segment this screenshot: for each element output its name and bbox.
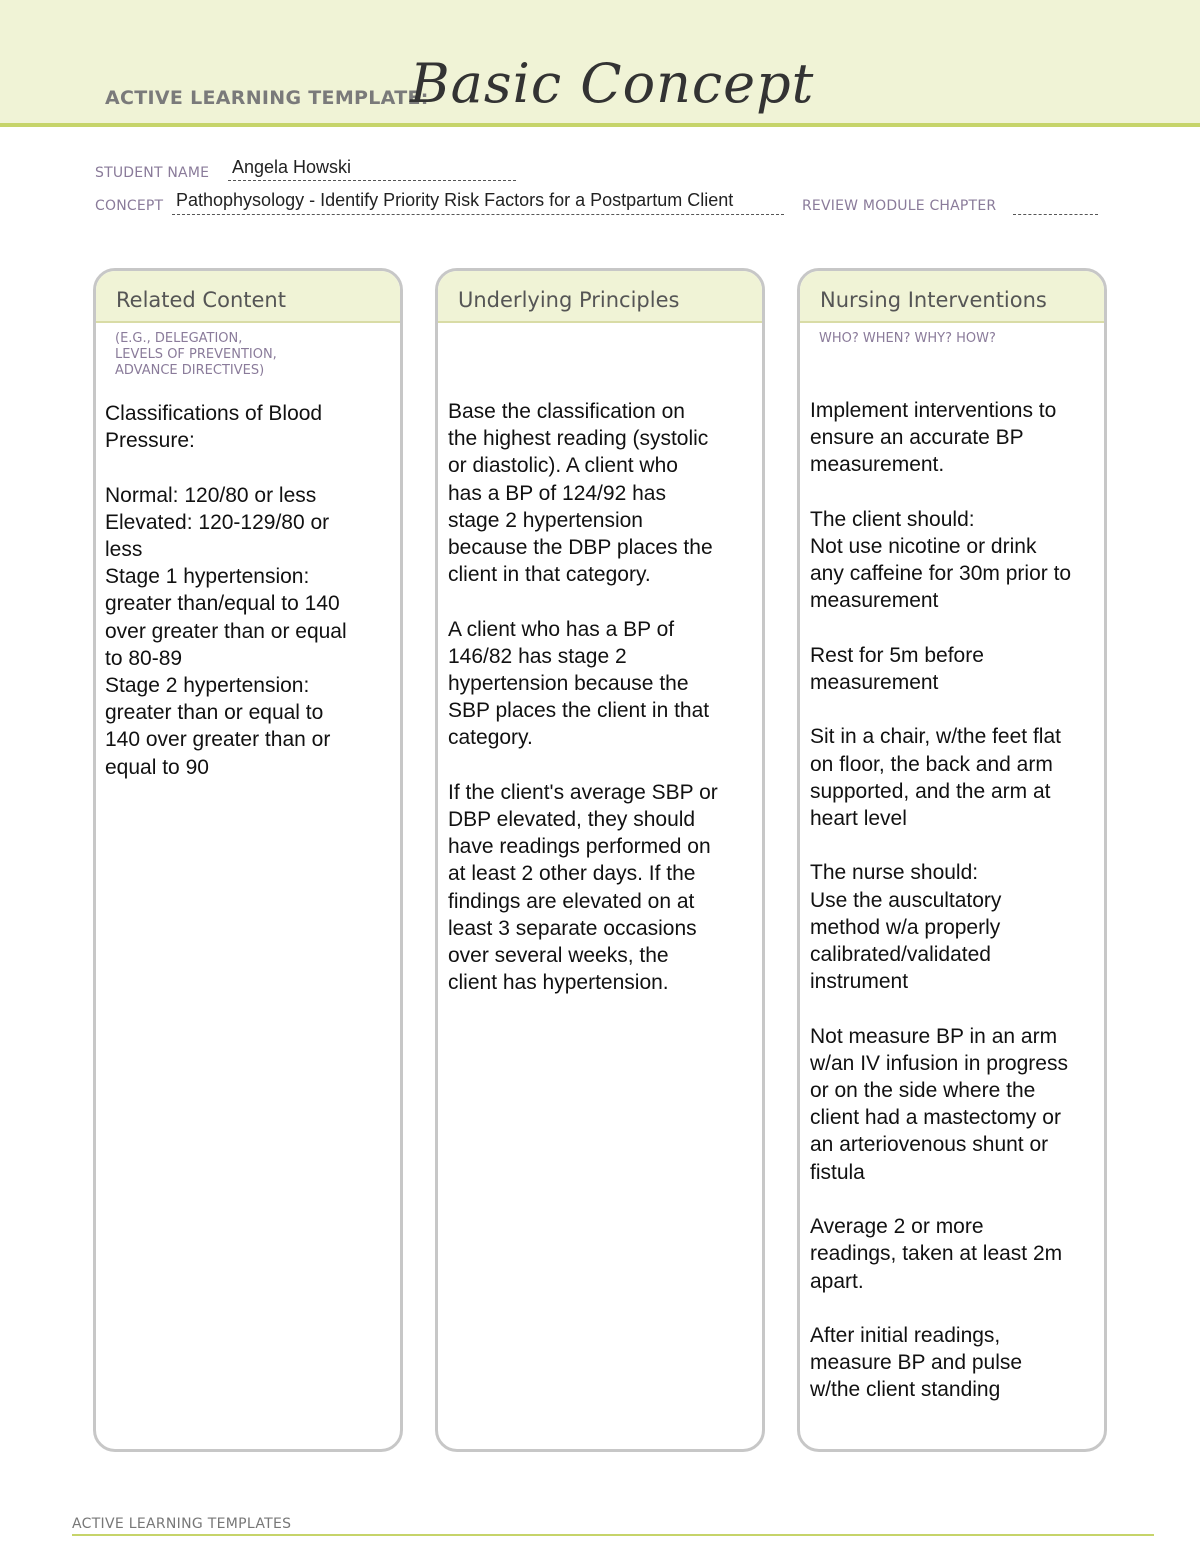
student-name-label: STUDENT NAME (95, 165, 210, 181)
student-name-line (228, 180, 516, 181)
concept-label: CONCEPT (95, 198, 164, 214)
nursing-interventions-heading: Nursing Interventions (800, 271, 1104, 323)
nursing-interventions-subheading: WHO? WHEN? WHY? HOW? (819, 331, 996, 346)
related-content-panel (93, 268, 403, 1452)
related-content-text[interactable]: Classifications of Blood Pressure: Normal: 120/80 or less Elevated: 120-129/80 or less Stage 1 hypertension: greater than/equal to 140 over greater than or equal to 80-89 Stage 2 hypertension: greater than or equal to 140 over greater than or equal to 90 (105, 402, 347, 779)
underlying-principles-subheading (438, 323, 762, 331)
template-label: ACTIVE LEARNING TEMPLATE: (105, 87, 429, 109)
header-divider (0, 123, 1200, 127)
underlying-principles-panel (435, 268, 765, 1452)
concept-line (172, 214, 784, 215)
related-content-subheading: (E.G., DELEGATION, LEVELS OF PREVENTION, ADVANCE DIRECTIVES) (115, 331, 277, 378)
student-name-field[interactable]: Angela Howski (232, 157, 352, 177)
review-module-line (1013, 214, 1098, 215)
concept-field[interactable]: Pathophysology - Identify Priority Risk Factors for a Postpartum Client (176, 190, 734, 210)
review-module-label: REVIEW MODULE CHAPTER (802, 198, 997, 214)
footer-label: ACTIVE LEARNING TEMPLATES (72, 1516, 292, 1532)
template-title: Basic Concept (410, 52, 815, 115)
nursing-interventions-text[interactable]: Implement interventions to ensure an accurate BP measurement. The client should: Not use nicotine or drink any caffeine for 30m prior to measurement Rest for 5m before measurement Sit in a chair, w/the feet flat on floor, the back and arm supported, and the arm at heart level The nurse should: Use the auscultatory method w/a properly calibrated/validated instrument Not measure BP in an arm w/an IV infusion in progress or on the side where the client had a mastectomy or an arteriovenous shunt or fistula Average 2 or more readings, taken at least 2m apart. After initial readings, measure BP and pulse w/the client standing (810, 399, 1072, 1402)
underlying-principles-heading: Underlying Principles (438, 271, 762, 323)
underlying-principles-text[interactable]: Base the classification on the highest reading (systolic or diastolic). A client who has a BP of 124/92 has stage 2 hypertension because the DBP places the client in that category. A client who has a BP of 146/82 has stage 2 hypertension because the SBP places the client in that category. If the client's average SBP or DBP elevated, they should have readings performed on at least 2 other days. If the findings are elevated on at least 3 separate occasions over several weeks, the client has hypertension. (448, 400, 718, 995)
related-content-heading: Related Content (96, 271, 400, 323)
footer-divider (72, 1534, 1154, 1536)
nursing-interventions-panel (797, 268, 1107, 1452)
